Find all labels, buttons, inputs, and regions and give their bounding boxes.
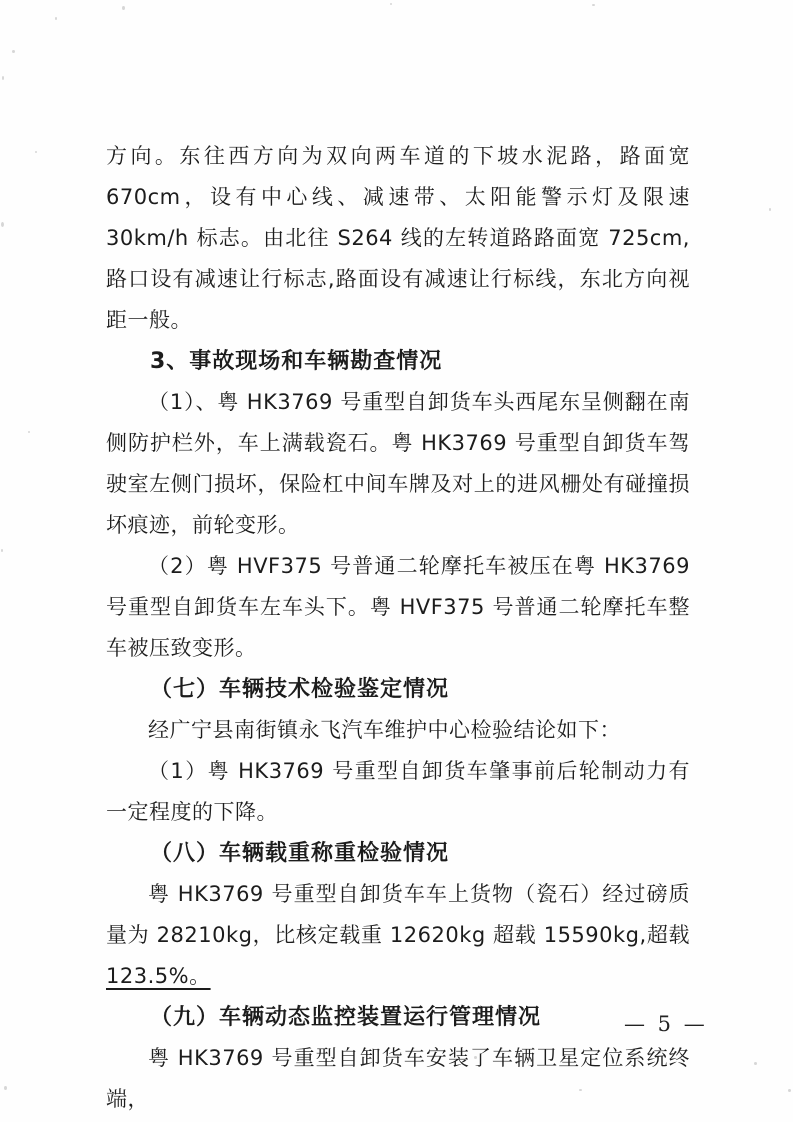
section-heading (106, 997, 690, 1038)
scan-speck (122, 6, 125, 10)
scan-speck (390, 3, 392, 5)
scan-speck (1, 222, 4, 227)
scan-speck (12, 50, 15, 53)
body-paragraph (106, 546, 690, 669)
paragraph-text: 经广宁县南街镇永飞汽车维护中心检验结论如下： (148, 718, 621, 742)
body-paragraph (106, 710, 690, 751)
underlined-value: 123.5%。 (106, 964, 211, 988)
scan-speck (769, 208, 771, 211)
section-heading (106, 833, 690, 874)
scan-speck (1, 549, 3, 552)
page-number: — 5 — (624, 1012, 708, 1036)
scan-speck (788, 1089, 791, 1092)
paragraph-text: （1）、粤 HK3769 号重型自卸货车头西尾东呈侧翻在南侧防护栏外，车上满载瓷石。粤 HK3769 号重型自卸货车驾驶室左侧门损坏，保险杠中间车牌及对上的进风栅处有碰撞损坏痕迹，前轮变形。 (106, 390, 690, 537)
section-heading (106, 341, 690, 382)
section-heading (106, 669, 690, 710)
body-paragraph (106, 874, 690, 997)
body-paragraph (106, 1038, 690, 1120)
paragraph-text: （1）粤 HK3769 号重型自卸货车肇事前后轮制动力有一定程度的下降。 (106, 759, 690, 824)
document-text-block (106, 136, 690, 1120)
scan-speck (754, 1062, 757, 1065)
paragraph-text: 3、事故现场和车辆勘查情况 (150, 349, 443, 374)
scan-speck (55, 17, 57, 20)
scan-speck (35, 151, 37, 153)
body-paragraph (106, 136, 690, 341)
paragraph-text: 粤 HK3769 号重型自卸货车安装了车辆卫星定位系统终端， (106, 1046, 690, 1111)
scan-speck (28, 431, 30, 433)
body-paragraph (106, 382, 690, 546)
paragraph-text: （八）车辆载重称重检验情况 (150, 841, 450, 866)
paragraph-text: 方向。东往西方向为双向两车道的下坡水泥路，路面宽 670cm，设有中心线、减速带、太阳能警示灯及限速 30km/h 标志。由北往 S264 线的左转道路路面宽 725cm,路口设有减速让行标志,路面设有减速让行标线，东北方向视距一般。 (106, 144, 690, 332)
scan-speck (4, 1086, 7, 1090)
paragraph-text: （2）粤 HVF375 号普通二轮摩托车被压在粤 HK3769 号重型自卸货车左车头下。粤 HVF375 号普通二轮摩托车整车被压致变形。 (106, 554, 690, 660)
paragraph-text: （九）车辆动态监控装置运行管理情况 (150, 1005, 542, 1030)
paragraph-text: （七）车辆技术检验鉴定情况 (150, 677, 450, 702)
scan-speck (592, 4, 595, 6)
scan-speck (2, 76, 4, 80)
body-paragraph (106, 751, 690, 833)
paragraph-text: 粤 HK3769 号重型自卸货车车上货物（瓷石）经过磅质量为 28210kg，比核定载重 12620kg 超载 15590kg,超载 (106, 882, 690, 947)
